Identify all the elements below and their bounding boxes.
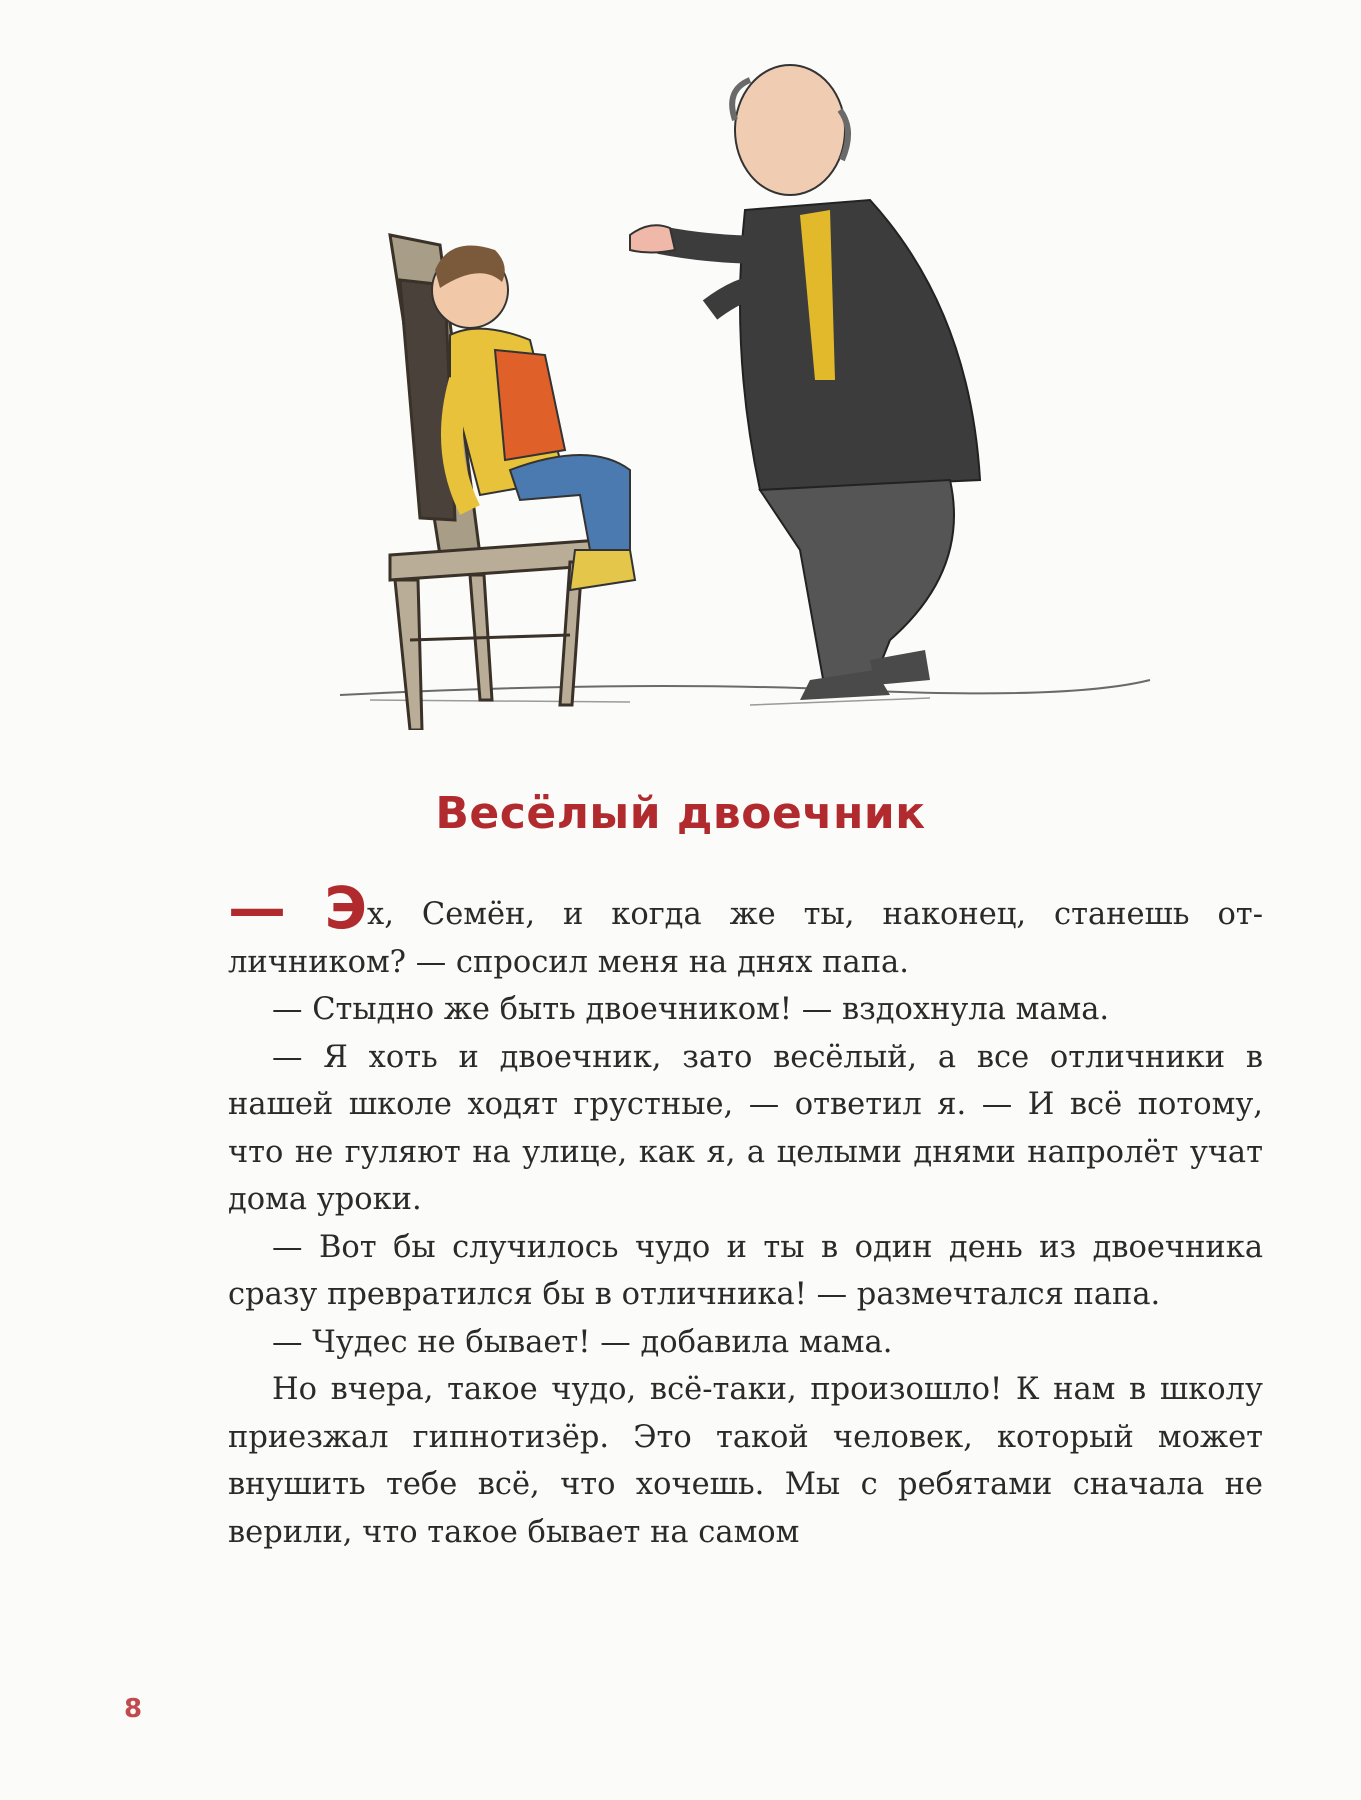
illustration-boy-and-hypnotist xyxy=(330,50,1160,730)
paragraph-2: — Стыдно же быть двоечником! — вздохнула мама. xyxy=(272,992,1110,1027)
paragraph-5: — Чудес не бывает! — добавила мама. xyxy=(272,1324,893,1360)
paragraph-1 xyxy=(228,874,1263,986)
man-figure xyxy=(630,65,980,700)
paragraph-6: Но вчера, такое чудо, всё-таки, произошло! К нам в школу приезжал гипнотизёр. Это такой человек, который может внушить тебе всё, что хочешь. Мы с ребятами сначала не верили, что такое бывает на самом xyxy=(228,1372,1263,1550)
paragraph-3: — Я хоть и двоечник, зато весёлый, а все отличники в нашей школе ходят грустные, — ответил я. — И всё потому, что не гуляют на улице, как я, а целыми днями напролёт учат дома уроки. xyxy=(228,1039,1263,1217)
paragraph-1-text: х, Семён, и когда же ты, наконец, станешь отличником? — спросил меня на днях папа. xyxy=(228,897,1263,980)
chapter-title: Весёлый двоечник xyxy=(435,788,926,839)
drop-cap: — Э xyxy=(228,874,368,942)
page-number: 8 xyxy=(124,1694,143,1724)
paragraph-4: — Вот бы случилось чудо и ты в один день из двоечника сразу превратился бы в отличника! — размечтался папа. xyxy=(228,1229,1263,1312)
story-text xyxy=(228,874,1263,1556)
